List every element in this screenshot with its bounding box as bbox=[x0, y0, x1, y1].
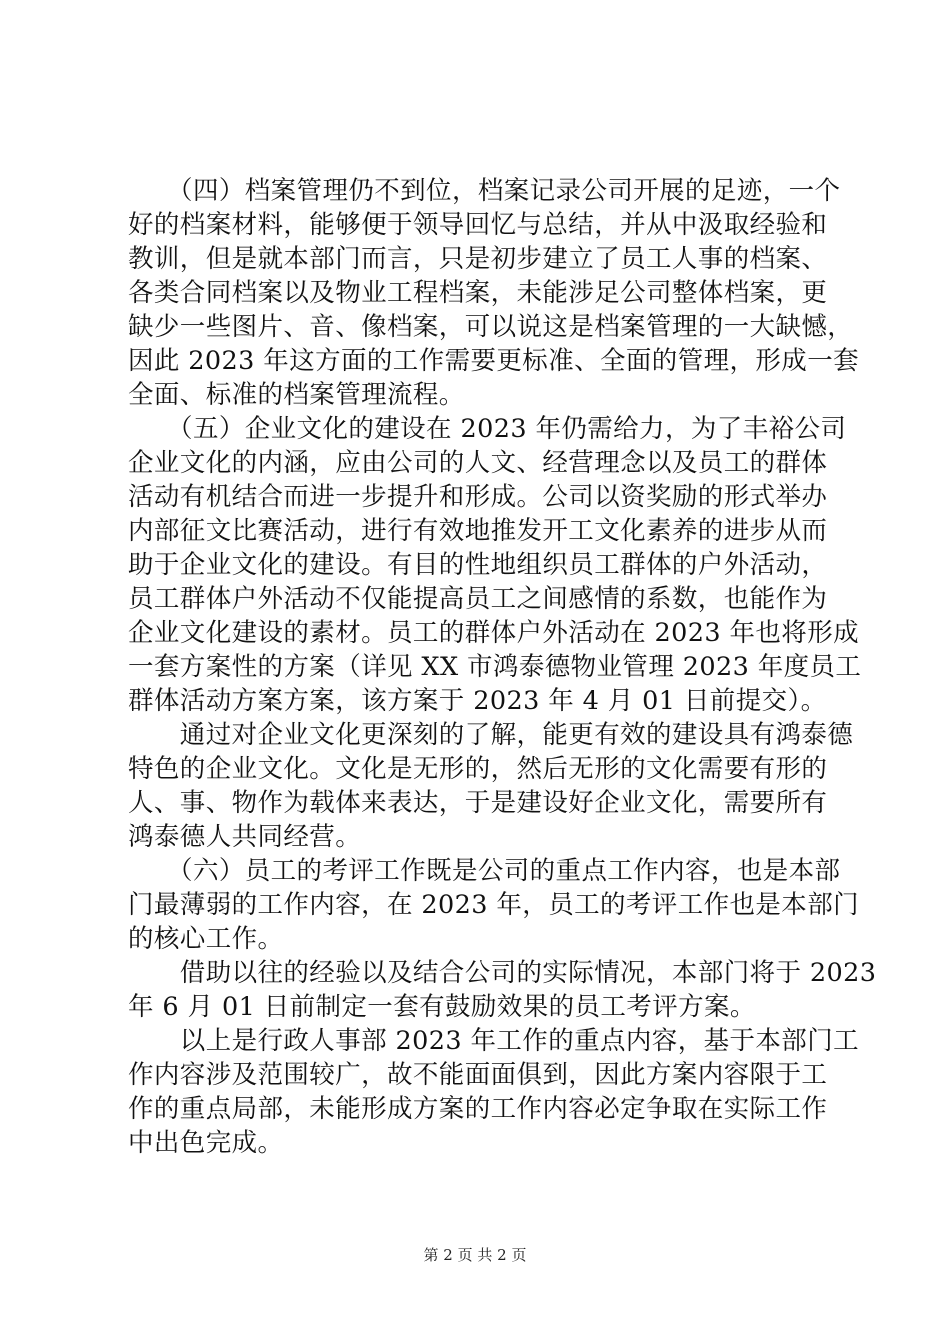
text-line: 以上是行政人事部 2023 年工作的重点内容，基于本部门工 bbox=[128, 1026, 860, 1056]
text-line: 活动有机结合而进一步提升和形成。公司以资奖励的形式举办 bbox=[128, 482, 828, 512]
text-line: 群体活动方案方案，该方案于 2023 年 4 月 01 日前提交）。 bbox=[128, 686, 827, 716]
text-line: （五）企业文化的建设在 2023 年仍需给力，为了丰裕公司 bbox=[128, 414, 847, 444]
text-line: 作内容涉及范围较广，故不能面面俱到，因此方案内容限于工 bbox=[128, 1060, 828, 1090]
text-line: 好的档案材料，能够便于领导回忆与总结，并从中汲取经验和 bbox=[128, 210, 828, 240]
text-line: 一套方案性的方案（详见 XX 市鸿泰德物业管理 2023 年度员工 bbox=[128, 652, 862, 682]
text-line: 企业文化建设的素材。员工的群体户外活动在 2023 年也将形成 bbox=[128, 618, 860, 648]
text-line: 内部征文比赛活动，进行有效地推发开工文化素养的进步从而 bbox=[128, 516, 828, 546]
page-number-footer: 第 2 页 共 2 页 bbox=[423, 1246, 527, 1264]
text-line: 中出色完成。 bbox=[128, 1128, 284, 1158]
text-line: （六）员工的考评工作既是公司的重点工作内容，也是本部 bbox=[128, 856, 841, 886]
text-line: 缺少一些图片、音、像档案，可以说这是档案管理的一大缺憾， bbox=[128, 312, 854, 342]
text-line: （四）档案管理仍不到位，档案记录公司开展的足迹，一个 bbox=[128, 176, 841, 206]
text-line: 借助以往的经验以及结合公司的实际情况，本部门将于 2023 bbox=[128, 958, 877, 988]
text-line: 鸿泰德人共同经营。 bbox=[128, 822, 362, 852]
text-line: 作的重点局部，未能形成方案的工作内容必定争取在实际工作 bbox=[128, 1094, 828, 1124]
text-line: 员工群体户外活动不仅能提高员工之间感情的系数，也能作为 bbox=[128, 584, 828, 614]
text-line: 门最薄弱的工作内容，在 2023 年，员工的考评工作也是本部门 bbox=[128, 890, 860, 920]
text-line: 各类合同档案以及物业工程档案，未能涉足公司整体档案，更 bbox=[128, 278, 828, 308]
text-line: 助于企业文化的建设。有目的性地组织员工群体的户外活动， bbox=[128, 550, 828, 580]
text-line: 教训，但是就本部门而言，只是初步建立了员工人事的档案、 bbox=[128, 244, 828, 274]
text-line: 人、事、物作为载体来表达，于是建设好企业文化，需要所有 bbox=[128, 788, 828, 818]
text-line: 特色的企业文化。文化是无形的，然后无形的文化需要有形的 bbox=[128, 754, 828, 784]
text-line: 的核心工作。 bbox=[128, 924, 284, 954]
text-line: 年 6 月 01 日前制定一套有鼓励效果的员工考评方案。 bbox=[128, 992, 756, 1022]
text-line: 因此 2023 年这方面的工作需要更标准、全面的管理，形成一套 bbox=[128, 346, 860, 376]
text-line: 企业文化的内涵，应由公司的人文、经营理念以及员工的群体 bbox=[128, 448, 828, 478]
text-line: 全面、标准的档案管理流程。 bbox=[128, 380, 465, 410]
text-line: 通过对企业文化更深刻的了解，能更有效的建设具有鸿泰德 bbox=[128, 720, 854, 750]
